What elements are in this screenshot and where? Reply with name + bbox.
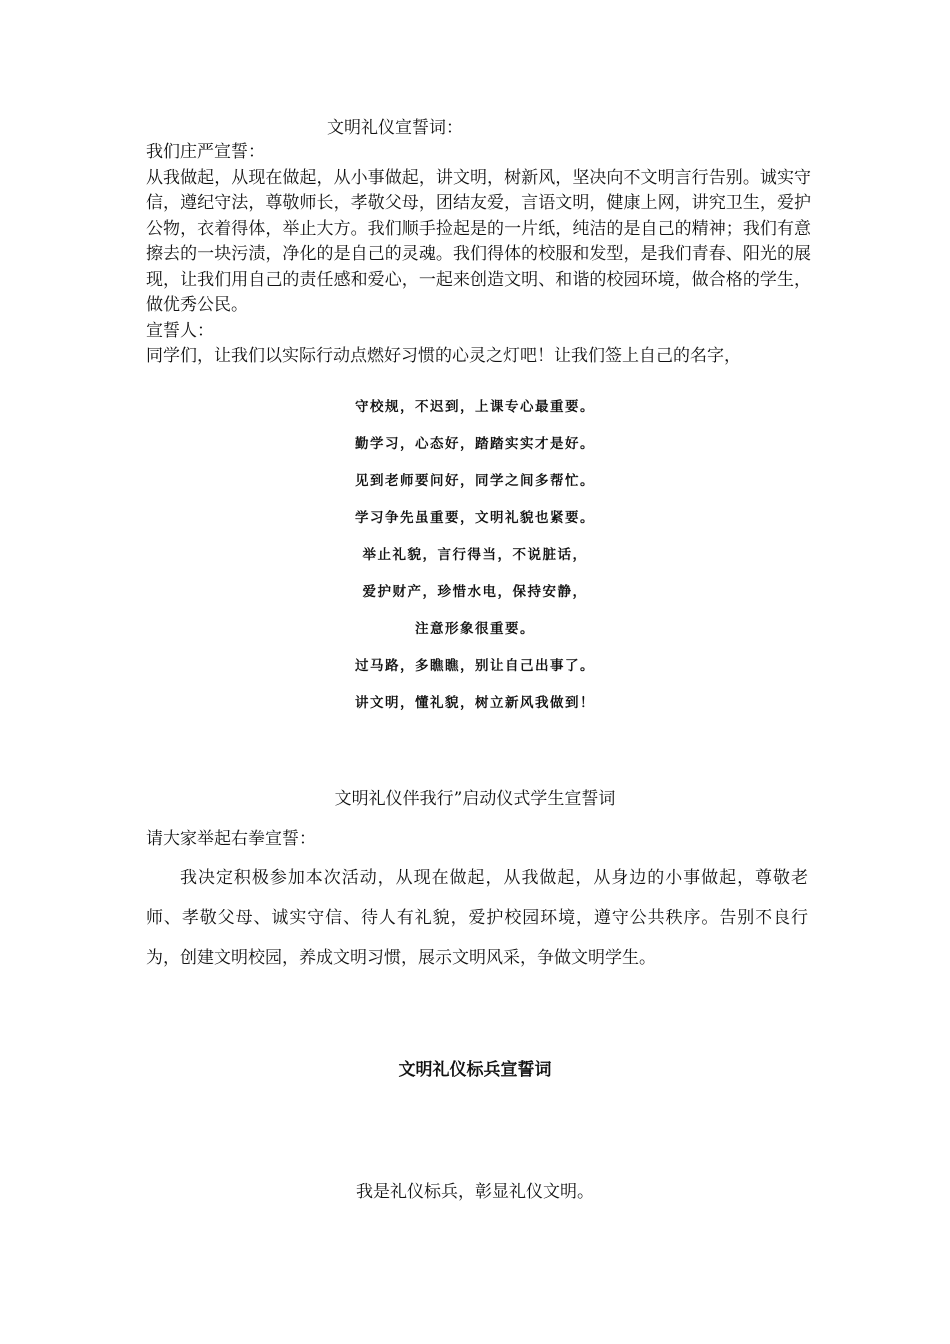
poem-line: 守校规，不迟到，上课专心最重要。 xyxy=(355,399,595,415)
poem-line: 见到老师要问好，同学之间多帮忙。 xyxy=(355,473,595,489)
section3-title: 文明礼仪标兵宣誓词 xyxy=(398,1060,552,1080)
poem-line: 勤学习，心态好，踏踏实实才是好。 xyxy=(355,436,595,452)
poem-line: 举止礼貌，言行得当，不说脏话， xyxy=(362,547,588,563)
section3-line: 我是礼仪标兵，彰显礼仪文明。 xyxy=(356,1182,594,1202)
poem-line: 学习争先虽重要，文明礼貌也紧要。 xyxy=(355,510,595,526)
oath-person-label: 宣誓人： xyxy=(146,320,214,341)
section2-body: 我决定积极参加本次活动，从现在做起，从我做起，从身边的小事做起，尊敬老师、孝敬父母、诚实守信、待人有礼貌，爱护校园环境，遵守公共秩序。告别不良行为，创建文明校园，养成文明习惯，展示文明风采，争做文明学生。 xyxy=(146,868,808,968)
poem-line: 讲文明，懂礼貌，树立新风我做到！ xyxy=(355,695,595,711)
section1-title: 文明礼仪宣誓词： xyxy=(327,118,463,138)
closing-line: 同学们，让我们以实际行动点燃好习惯的心灵之灯吧！让我们签上自己的名字， xyxy=(146,346,741,366)
section2-intro: 请大家举起右拳宣誓： xyxy=(146,829,316,849)
section1-body xyxy=(146,140,811,370)
etiquette-poem xyxy=(250,392,700,725)
oath-paragraph: 从我做起，从现在做起，从小事做起，讲文明，树新风，坚决向不文明言行告别。诚实守信，遵纪守法，尊敬师长，孝敬父母，团结友爱，言语文明，健康上网，讲究卫生，爱护公物，衣着得体，举止大方。我们顺手捡起是的一片纸，纯洁的是自己的精神；我们有意擦去的一块污渍，净化的是自己的灵魂。我们得体的校服和发型，是我们青春、阳光的展现，让我们用自己的责任感和爱心，一起来创造文明、和谐的校园环境，做合格的学生，做优秀公民。 xyxy=(146,167,811,315)
poem-line: 爱护财产，珍惜水电，保持安静， xyxy=(362,584,588,600)
poem-line: 注意形象很重要。 xyxy=(415,621,535,637)
poem-line: 过马路，多瞧瞧，别让自己出事了。 xyxy=(355,658,595,674)
section2-title: 文明礼仪伴我行”启动仪式学生宣誓词 xyxy=(334,789,616,809)
oath-intro: 我们庄严宣誓： xyxy=(146,142,265,162)
